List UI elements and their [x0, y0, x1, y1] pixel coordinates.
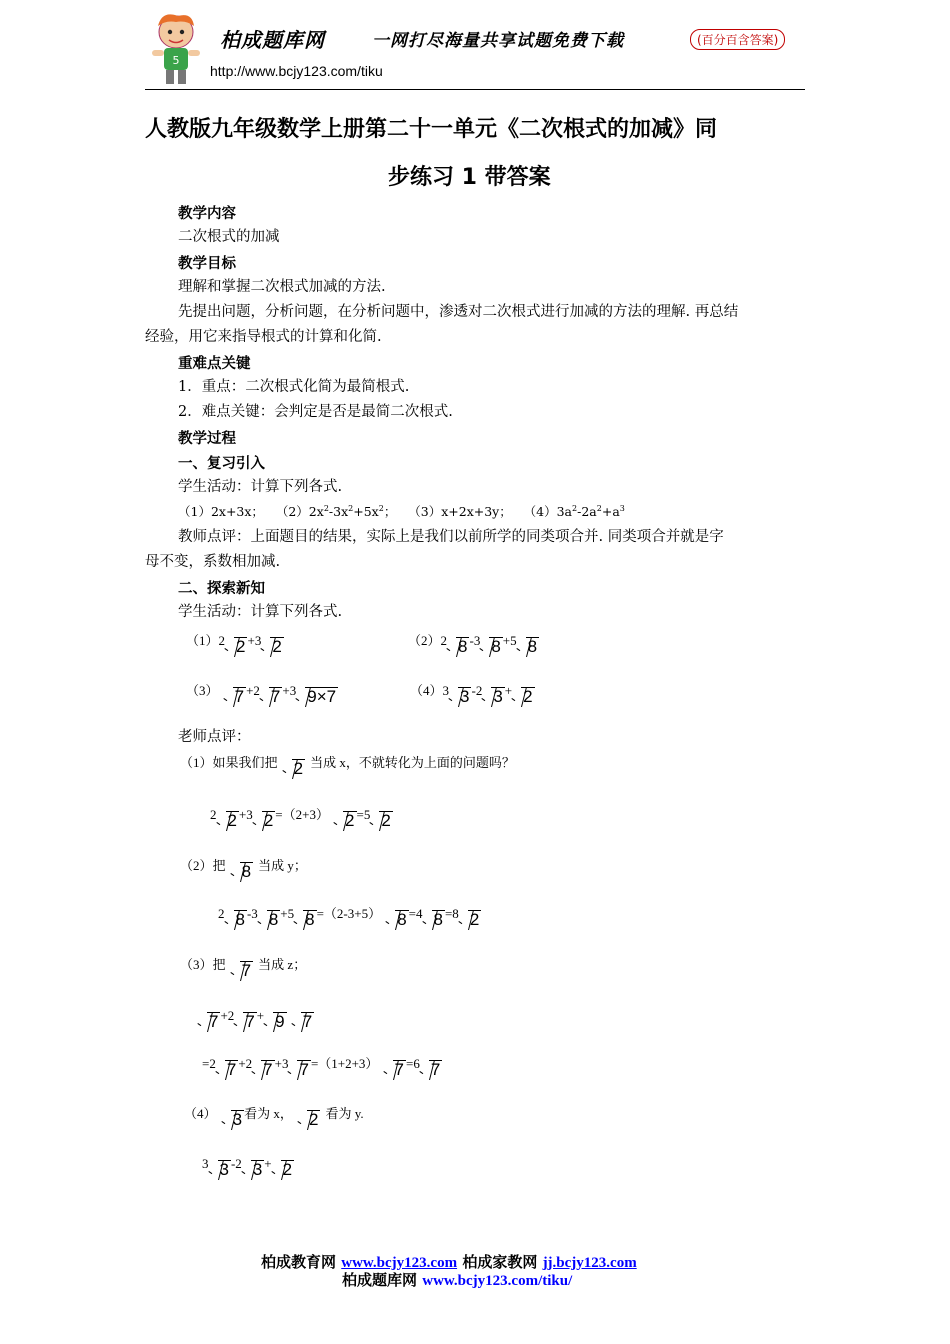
header-slogan: 一网打尽海量共享试题免费下载: [372, 31, 624, 51]
comment-3: （3）把 7 当成 z；: [180, 957, 307, 980]
question-4: （4）3 3 -2 3 + 2: [410, 683, 533, 706]
teacher-comment: 老师点评：: [178, 729, 251, 745]
goal-text-1: 理解和掌握二次根式加减的方法.: [178, 279, 386, 295]
heading-process: 教学过程: [178, 431, 236, 447]
question-1: （1）2 2 +3 2: [186, 633, 282, 656]
explore-task: 学生活动：计算下列各式.: [178, 604, 343, 620]
question-2: （2）2 8 -3 8 +5 8: [408, 633, 538, 656]
equation-4: 3 3 -2 3 + 2: [202, 1156, 293, 1179]
heading-content: 教学内容: [178, 206, 236, 222]
footer-line-2: [342, 1269, 572, 1290]
goal-text-2b: 经验，用它来指导根式的计算和化简.: [145, 329, 382, 345]
header-site-name: 柏成题库网: [220, 28, 325, 52]
review-item-4: $(4)3a^2-2a^2+a^3$: [523, 503, 625, 519]
header-divider: [145, 89, 805, 90]
review-item-3: （3）x+2x+3y；: [408, 504, 512, 519]
heading-explore: 二、探索新知: [178, 581, 265, 597]
heading-goal: 教学目标: [178, 256, 236, 272]
content-text: 二次根式的加减: [178, 229, 280, 245]
review-item-1: （1）2x+3x；: [178, 504, 264, 519]
review-comment-a: 教师点评：上面题目的结果，实际上是我们以前所学的同类项合并. 同类项合并就是字: [178, 529, 724, 545]
page-title-line2: 步练习 1 带答案: [388, 165, 551, 190]
footer-label-edu: 柏成教育网: [261, 1253, 337, 1271]
footer-label-tiku: 柏成题库网: [342, 1271, 418, 1289]
equation-1: 2 2 +3 2 =（2+3） 2 =5 2: [210, 807, 391, 830]
comment-4: （4） 3 看为 x， 2 看为 y.: [184, 1106, 364, 1129]
review-task: 学生活动：计算下列各式.: [178, 479, 343, 495]
comment-1: （1）如果我们把 2 当成 x，不就转化为上面的问题吗？: [180, 755, 515, 778]
mascot-logo: [148, 12, 204, 88]
heading-key: 重难点关键: [178, 356, 251, 372]
heading-review: 一、复习引入: [178, 456, 265, 472]
footer-label-tutor: 柏成家教网: [462, 1253, 538, 1271]
page-title-line1: 人教版九年级数学上册第二十一单元《二次根式的加减》同: [145, 117, 718, 142]
footer-link-tutor[interactable]: jj.bcjy123.com: [542, 1255, 637, 1271]
header-url[interactable]: http://www.bcjy123.com/tiku: [210, 63, 383, 79]
equation-2: 2 8 -3 8 +5 8 =（2-3+5） 8 =4 8 =8 2: [218, 906, 480, 929]
comment-2: （2）把 8 当成 y；: [180, 858, 307, 881]
equation-3a: 7 +2 7 + 9 7: [198, 1005, 314, 1033]
review-items: [178, 502, 625, 520]
review-comment-b: 母不变，系数相加减.: [145, 554, 281, 570]
header-badge: (百分百含答案): [690, 29, 785, 50]
key-point-2: 2．难点关键：会判定是否是最简二次根式.: [178, 404, 453, 420]
goal-text-2a: 先提出问题，分析问题，在分析问题中，渗透对二次根式进行加减的方法的理解. 再总结: [178, 304, 739, 320]
review-item-2: $(2)2x^2-3x^2+5x^2$；: [275, 503, 397, 519]
equation-3b: =2 7 +2 7 +3 7 =（1+2+3） 7 =6 7: [202, 1056, 441, 1079]
footer-link-tiku[interactable]: www.bcjy123.com/tiku/: [422, 1273, 573, 1289]
footer-link-edu[interactable]: www.bcjy123.com: [341, 1255, 458, 1271]
key-point-1: 1．重点：二次根式化简为最简根式.: [178, 379, 410, 395]
question-3: （3） 7 +2 7 +3 9×7: [186, 683, 337, 706]
svg-text:5: 5: [172, 54, 180, 67]
